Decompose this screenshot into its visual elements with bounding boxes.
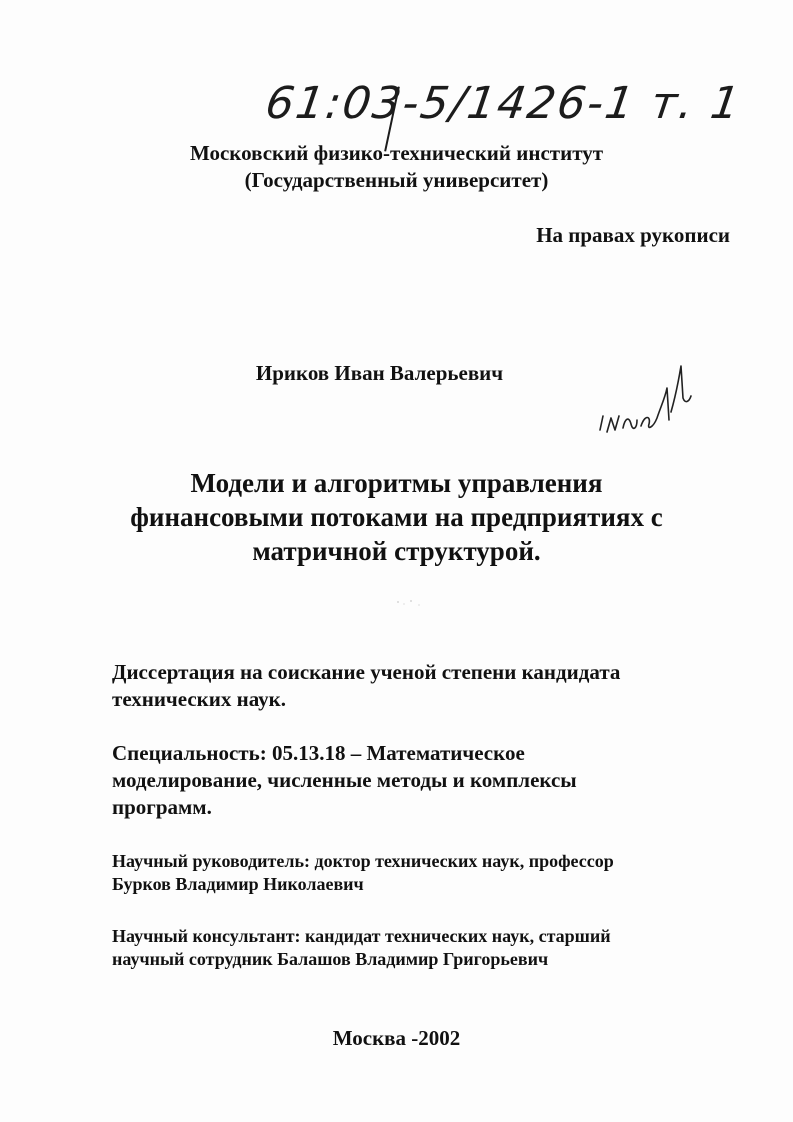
consultant-line-2: научный сотрудник Балашов Владимир Григорьевич	[112, 949, 549, 969]
scientific-advisor	[112, 850, 732, 896]
specialty-line-3: программ.	[112, 795, 212, 819]
scientific-consultant	[112, 925, 732, 971]
specialty-statement	[112, 740, 732, 821]
dissertation-title-line-3: матричной структурой.	[252, 536, 541, 566]
degree-line-2: технических наук.	[112, 687, 286, 711]
scan-specks	[395, 598, 425, 608]
dissertation-title-line-1: Модели и алгоритмы управления	[190, 468, 603, 498]
specialty-line-1: Специальность: 05.13.18 – Математическое	[112, 741, 525, 765]
manuscript-rights-label: На правах рукописи	[536, 223, 730, 247]
advisor-line-2: Бурков Владимир Николаевич	[112, 874, 364, 894]
handwritten-archive-code: 61:03-5/1426-1 т. 1	[262, 78, 745, 129]
author-name: Ириков Иван Валерьевич	[255, 361, 504, 385]
dissertation-degree-statement	[112, 659, 732, 713]
handwritten-signature	[595, 358, 695, 442]
advisor-line-1: Научный руководитель: доктор технических наук, профессор	[112, 851, 614, 871]
dissertation-title-line-2: финансовыми потоками на предприятиях с	[130, 502, 663, 532]
specialty-line-2: моделирование, численные методы и комплексы	[112, 768, 577, 792]
institution-name: Московский физико-технический институт	[189, 141, 604, 165]
degree-line-1: Диссертация на соискание ученой степени кандидата	[112, 660, 621, 684]
institution-subtitle: (Государственный университет)	[244, 168, 549, 192]
city-and-year: Москва -2002	[332, 1026, 461, 1050]
consultant-line-1: Научный консультант: кандидат технических наук, старший	[112, 926, 611, 946]
